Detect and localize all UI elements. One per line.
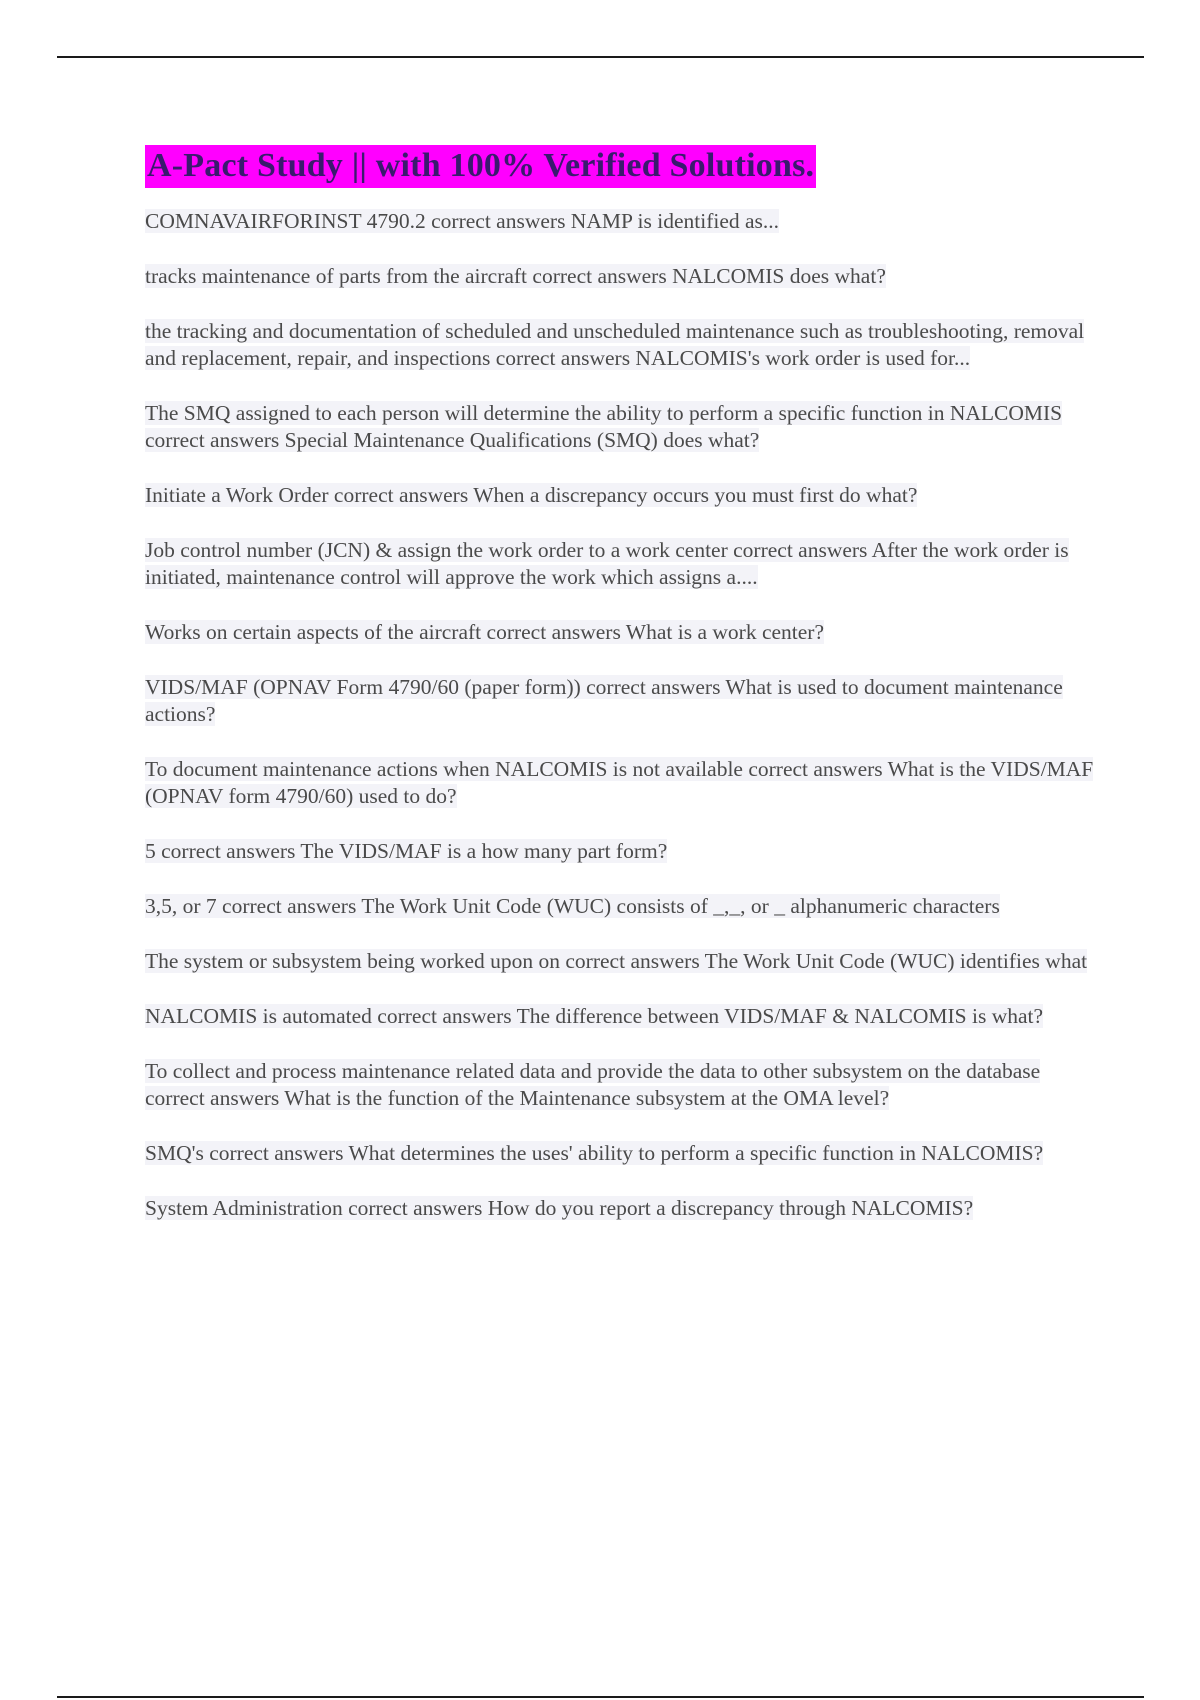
bottom-rule [57,1696,1144,1698]
document-body [145,144,1095,1250]
qa-item [145,537,1095,591]
qa-item [145,838,1095,865]
qa-text: To collect and process maintenance related data and provide the data to other subsystem on the database correct answers What is the function of the Maintenance subsystem at the OMA level? [145,1059,1041,1110]
qa-text: Works on certain aspects of the aircraft correct answers What is a work center? [145,620,824,644]
qa-list [145,208,1095,1222]
top-rule [57,56,1144,58]
qa-text: 3,5, or 7 correct answers The Work Unit Code (WUC) consists of _,_, or _ alphanumeric characters [145,894,1000,918]
title-block [145,144,1095,188]
qa-item [145,674,1095,728]
qa-item [145,318,1095,372]
qa-item [145,1058,1095,1112]
qa-item [145,1003,1095,1030]
qa-text: Job control number (JCN) & assign the work order to a work center correct answers After the work order is initiated, maintenance control will approve the work which assigns a.... [145,538,1069,589]
qa-item [145,263,1095,290]
qa-text: the tracking and documentation of scheduled and unscheduled maintenance such as troubleshooting, removal and replacement, repair, and inspections correct answers NALCOMIS's work order is used for... [145,319,1085,370]
qa-item [145,400,1095,454]
qa-text: COMNAVAIRFORINST 4790.2 correct answers NAMP is identified as... [145,209,780,233]
qa-text: The SMQ assigned to each person will determine the ability to perform a specific function in NALCOMIS correct answers Special Maintenance Qualifications (SMQ) does what? [145,401,1063,452]
qa-text: System Administration correct answers How do you report a discrepancy through NALCOMIS? [145,1196,974,1220]
document-title: A-Pact Study || with 100% Verified Solutions. [145,145,816,188]
qa-item [145,756,1095,810]
qa-text: The system or subsystem being worked upon on correct answers The Work Unit Code (WUC) identifies what [145,949,1088,973]
qa-text: tracks maintenance of parts from the aircraft correct answers NALCOMIS does what? [145,264,886,288]
qa-item [145,1140,1095,1167]
qa-text: SMQ's correct answers What determines the uses' ability to perform a specific function in NALCOMIS? [145,1141,1044,1165]
qa-text: To document maintenance actions when NALCOMIS is not available correct answers What is the VIDS/MAF (OPNAV form 4790/60) used to do? [145,757,1094,808]
qa-item [145,948,1095,975]
qa-text: 5 correct answers The VIDS/MAF is a how many part form? [145,839,668,863]
qa-text: Initiate a Work Order correct answers When a discrepancy occurs you must first do what? [145,483,918,507]
qa-text: NALCOMIS is automated correct answers The difference between VIDS/MAF & NALCOMIS is what? [145,1004,1044,1028]
qa-item [145,619,1095,646]
qa-text: VIDS/MAF (OPNAV Form 4790/60 (paper form)) correct answers What is used to document maintenance actions? [145,675,1063,726]
qa-item [145,893,1095,920]
qa-item [145,1195,1095,1222]
qa-item [145,482,1095,509]
qa-item [145,208,1095,235]
